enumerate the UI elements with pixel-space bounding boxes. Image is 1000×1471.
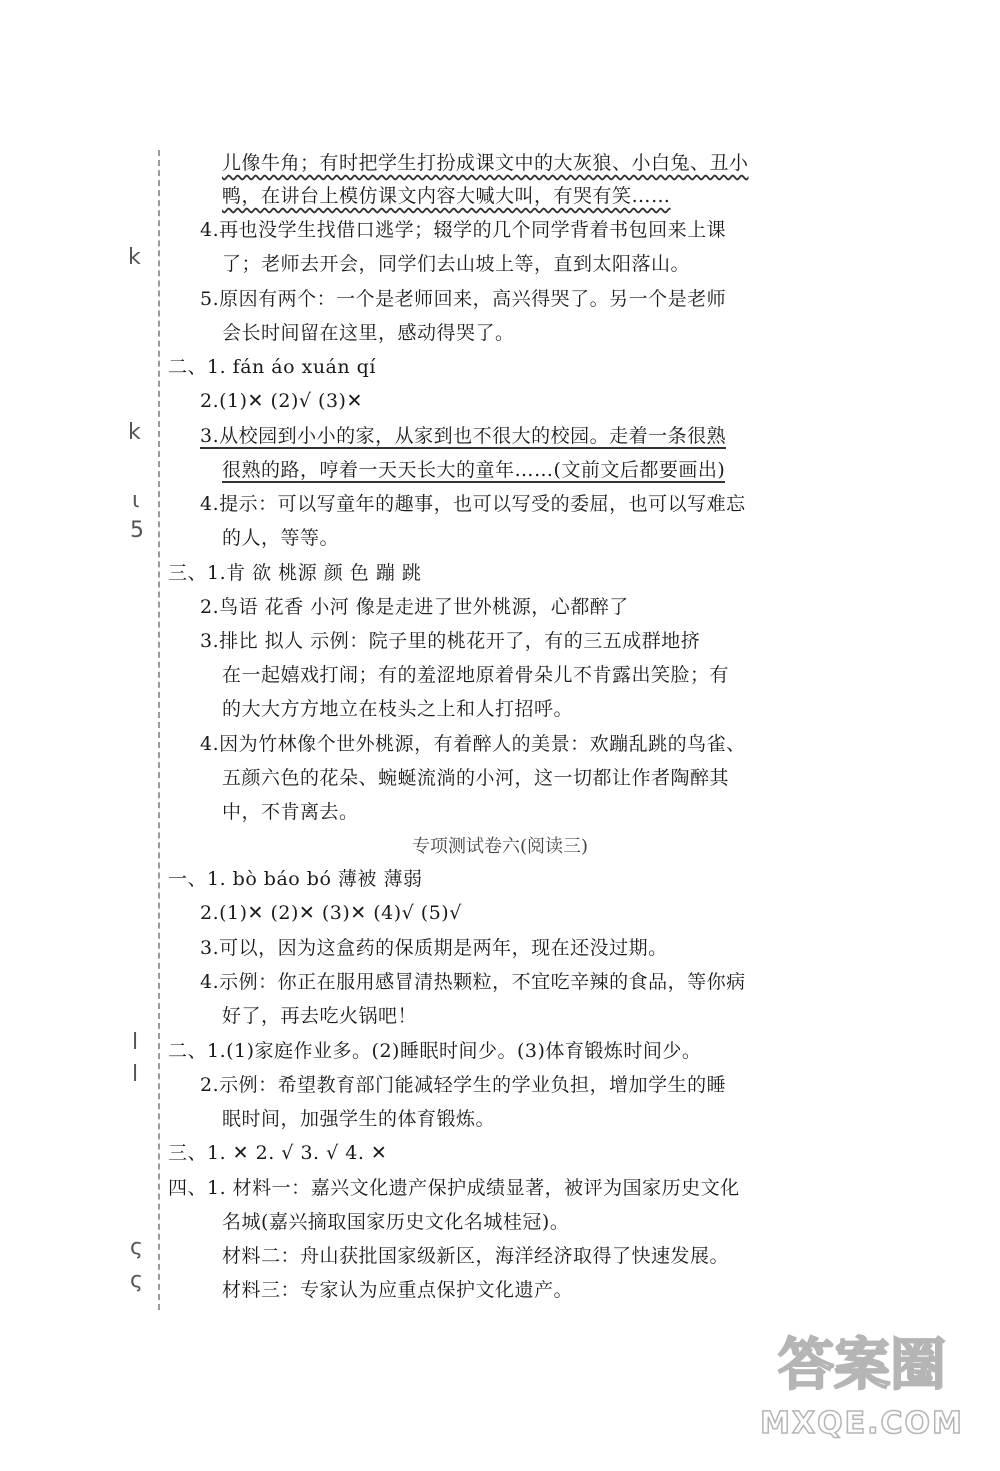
answer-line: 4.因为竹林像个世外桃源，有着醉人的美景：欢蹦乱跳的鸟雀、 (200, 733, 746, 755)
answer-line: 3.可以，因为这盒药的保质期是两年，现在还没过期。 (200, 937, 668, 959)
answer-line: 二、1. fán áo xuán qí (168, 356, 376, 378)
margin-mark: ς (130, 1235, 143, 1260)
answer-line: 五颜六色的花朵、蜿蜒流淌的小河，这一切都让作者陶醉其 (222, 767, 730, 789)
answer-line: 眠时间，加强学生的体育锻炼。 (222, 1108, 496, 1130)
margin-mark: ς (130, 1268, 143, 1293)
watermark (752, 1331, 972, 1441)
margin-mark: k (128, 245, 141, 270)
margin-mark: ι (132, 488, 140, 513)
answer-line: 的大大方方地立在枝头之上和人打招呼。 (222, 698, 574, 720)
answer-line: 三、1.肯 欲 桃源 颜 色 蹦 跳 (168, 562, 422, 584)
answer-line: 二、1.(1)家庭作业多。(2)睡眠时间少。(3)体育锻炼时间少。 (168, 1040, 702, 1062)
answer-line: 四、1. 材料一：嘉兴文化遗产保护成绩显著，被评为国家历史文化 (168, 1177, 740, 1199)
answer-line: 4.示例：你正在服用感冒清热颗粒，不宜吃辛辣的食品，等你病 (200, 971, 746, 993)
answer-line: 中，不肯离去。 (222, 801, 359, 823)
answer-line: 4.再也没学生找借口逃学；辍学的几个同学背着书包回来上课 (200, 219, 727, 241)
answer-line: 4.提示：可以写童年的趣事，也可以写受的委屈，也可以写难忘 (200, 493, 746, 515)
watermark-logo: 答案圈 (778, 1333, 946, 1398)
answer-line: 好了，再去吃火锅吧！ (222, 1005, 418, 1027)
margin-mark: k (128, 420, 141, 445)
answer-line: 会长时间留在这里，感动得哭了。 (222, 322, 515, 344)
answer-line: 在一起嬉戏打闹；有的羞涩地原着骨朵儿不肯露出笑脸；有 (222, 664, 730, 686)
answer-line: 3.排比 拟人 示例：院子里的桃花开了，有的三五成群地挤 (200, 630, 701, 652)
answer-line: 2.(1)✕ (2)✕ (3)✕ (4)√ (5)√ (200, 902, 462, 924)
answer-line: 的人，等等。 (222, 527, 340, 549)
answer-line: 一、1. bò báo bó 薄被 薄弱 (168, 868, 423, 890)
margin-mark: 5 (130, 518, 144, 543)
answer-line: 2.示例：希望教育部门能减轻学生的学业负担，增加学生的睡 (200, 1074, 727, 1096)
answer-line: 名城(嘉兴摘取国家历史文化名城桂冠)。 (222, 1211, 570, 1233)
answer-line: 很熟的路，哼着一天天长大的童年……(文前文后都要画出) (222, 459, 726, 481)
answer-line: 三、1. ✕ 2. √ 3. √ 4. ✕ (168, 1142, 388, 1164)
answer-line: 鸭，在讲台上模仿课文内容大喊大叫，有哭有笑…… (222, 185, 671, 207)
answer-line: 5.原因有两个：一个是老师回来，高兴得哭了。另一个是老师 (200, 288, 727, 310)
answer-line: 材料三：专家认为应重点保护文化遗产。 (222, 1279, 574, 1301)
answer-line: 了；老师去开会，同学们去山坡上等，直到太阳落山。 (222, 253, 691, 275)
watermark-url: MXQE.COM (760, 1406, 964, 1441)
answer-line: 2.(1)✕ (2)√ (3)✕ (200, 390, 363, 412)
section-heading: 专项测试卷六(阅读三) (411, 836, 589, 857)
answer-line: 材料二：舟山获批国家级新区，海洋经济取得了快速发展。 (222, 1245, 730, 1267)
margin-mark: l (132, 1062, 139, 1087)
answer-line: 2.鸟语 花香 小河 像是走进了世外桃源，心都醉了 (200, 596, 629, 618)
answer-line: 3.从校园到小小的家，从家到也不很大的校园。走着一条很熟 (200, 425, 727, 447)
binding-margin-line (158, 150, 160, 1310)
answer-line: 儿像牛角；有时把学生打扮成课文中的大灰狼、小白兔、丑小 (222, 152, 749, 174)
margin-mark: l (132, 1030, 139, 1055)
